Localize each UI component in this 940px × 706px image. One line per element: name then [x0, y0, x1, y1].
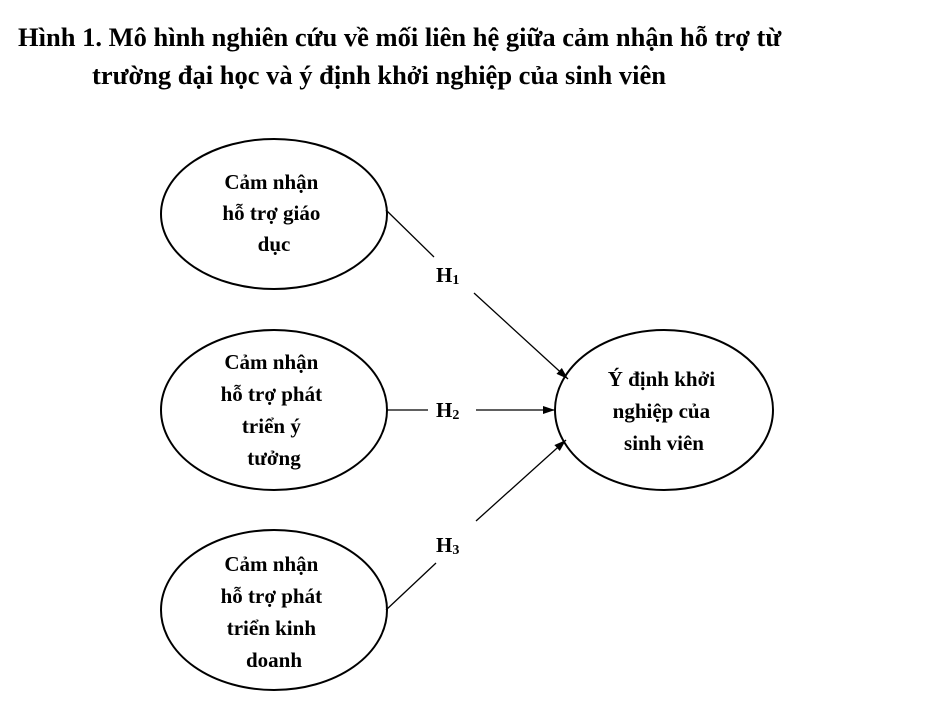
arrow-h1-segment-1	[386, 210, 434, 257]
hypothesis-h1-label: H1	[436, 263, 460, 288]
arrow-h3-segment-1	[386, 563, 436, 610]
figure-title-line-1: Hình 1. Mô hình nghiên cứu về mối liên hệ giữa cảm nhận hỗ trợ từ	[18, 22, 782, 52]
arrow-h3-segment-2	[476, 440, 566, 521]
node-education-label: Cảm nhận hỗ trợ giáo dục	[222, 170, 321, 256]
node-intention-label: Ý định khởi nghiệp của sinh viên	[607, 367, 716, 455]
node-idea-label: Cảm nhận hỗ trợ phát triển ý tưởng	[220, 350, 323, 470]
figure-title-line-2: trường đại học và ý định khởi nghiệp của sinh viên	[92, 60, 666, 90]
node-business-label: Cảm nhận hỗ trợ phát triển kinh doanh	[220, 552, 323, 672]
hypothesis-h3-label: H3	[436, 533, 460, 558]
arrow-h1-segment-2	[474, 293, 568, 379]
hypothesis-h2-label: H2	[436, 398, 460, 423]
